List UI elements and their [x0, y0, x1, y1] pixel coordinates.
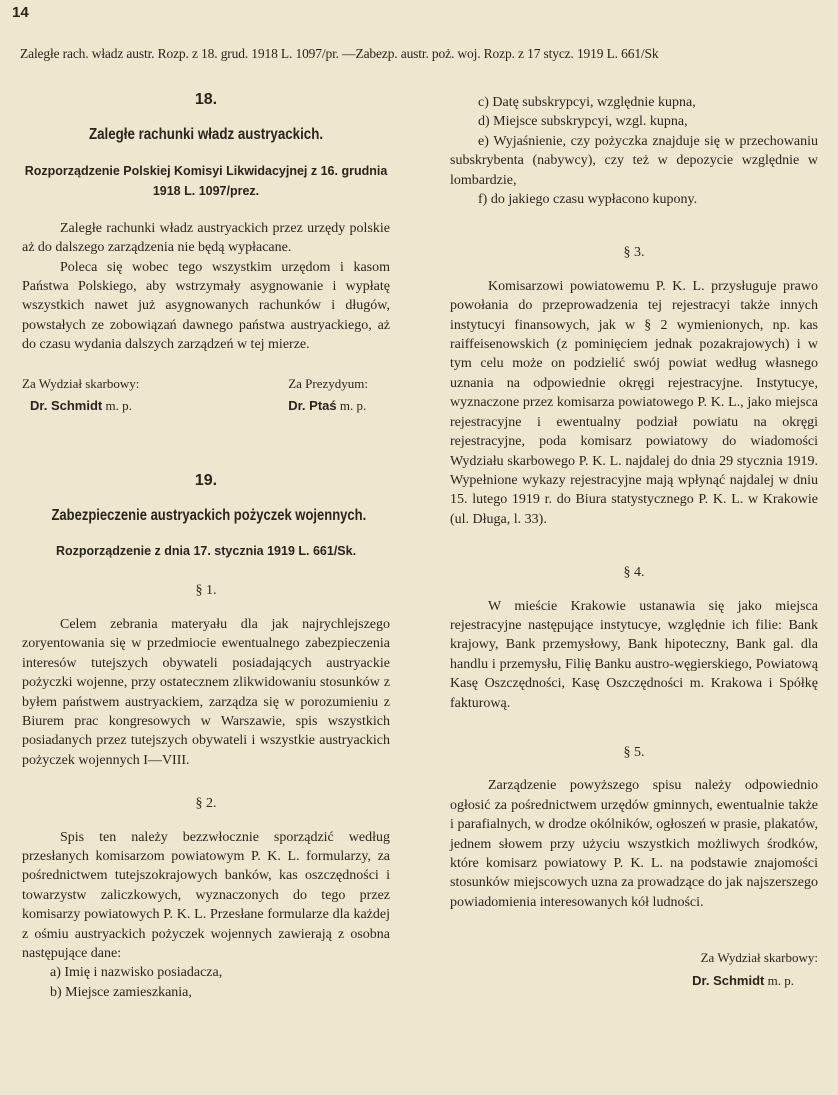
section-19-para-2-text: Spis ten należy bezzwłocznie sporządzić według przesłanych komisarzom powiatowym P. K. L. formularzy, za pośrednictwem tutejszokrajowych banków, kas oszczędności i towarzystw zaliczkowych, wyznaczonych do tego przez komisarzy powiatowych P. K. L. Przesłane formularze dla każdej z ośmiu austryackich pożyczek wojennych zawierają z osobna następujące dane:: [22, 829, 390, 961]
section-19-para-4-text: W mieście Krakowie ustanawia się jako miejsca rejestracyjne następujące instytucye, względnie ich filie: Bank krajowy, Bank przemysłowy, Bank hipoteczny, Bank gal. dla handlu i przemysłu, Filię Banku austro-węgierskiego, Powiatową Kasę Oszczędności, Kasę Oszczędności m. Krakowa i Spółkę fakturową.: [450, 598, 818, 711]
section-18-paragraph-1: Zaległe rachunki władz austryackich przez urzędy polskie aż do dalszego zarządzenia nie będą wypłacane.: [22, 220, 390, 256]
signature-left-office: Za Wydział skarbowy:: [22, 375, 140, 391]
data-list-right: [450, 93, 818, 132]
list-item-e: e) Wyjaśnienie, czy pożyczka znajduje się w przechowaniu subskrybenta (nabywcy), czy też w depozycie względnie w lombardzie,: [450, 133, 818, 188]
list-item-f: f) do jakiego czasu wypłacono kupony.: [478, 192, 698, 208]
section-19-number: 19.: [194, 471, 218, 489]
list-item-b: b) Miejsce zamieszkania,: [50, 984, 192, 1000]
signature-left-suffix: m. p.: [105, 397, 132, 413]
data-list-left: [22, 963, 390, 1002]
section-19-title: Zabezpieczenie austryackich pożyczek wojennych.: [51, 507, 367, 525]
data-list-right-tail: [450, 190, 818, 209]
running-head: Zaległe rach. władz austr. Rozp. z 18. grud. 1918 L. 1097/pr. —Zabezp. austr. poż. woj. Rozp. z 17 stycz. 1919 L. 661/Sk: [20, 46, 659, 61]
section-19-para-5-text: Zarządzenie powyższego spisu należy odpowiednio ogłosić za pośrednictwem urzędów gminnych, ewentualnie także i parafialnych, w drodze okólników, ogłoszeń w prasie, plakatów, jednem słowem przy użyciu wszystkich możliwych środków, które komisarz powiatowy P. K. L. na podstawie znajomości stosunków miejscowych uzna za prowadzące do jak najszerszego powiadomienia interesowanych kół ludności.: [450, 778, 818, 910]
section-18-number: 18.: [194, 91, 218, 108]
section-19-para-1-heading: § 1.: [195, 583, 217, 599]
left-column: [22, 90, 390, 1002]
section-19-para-4-heading: § 4.: [623, 565, 645, 581]
right-column: [450, 93, 818, 992]
page-number: 14: [12, 4, 29, 21]
section-19-para-1-text: Celem zebrania materyału dla jak najrychlejszego zoryentowania się w przedmiocie ewentualnego zabezpieczenia interesów tutejszych obywateli posiadających austryackie pożyczki wojenne, przy ostatecznem zlikwidowaniu stosunków z byłem państwem austryackiem, zarządza się w porozumieniu z Biurem prac kongresowych w Warszawie, spis wszystkich posiadanych przez tutejszych obywateli i wszystkie austryackich pożyczek wojennych I—VIII.: [22, 616, 390, 768]
signature-left: [22, 373, 139, 417]
section-19-signature: [450, 946, 818, 992]
signature-left-name: Dr. Schmidt: [30, 397, 103, 413]
signature-right: [288, 373, 390, 417]
signature-right-line: [288, 395, 368, 417]
section-18-signatures: [22, 373, 390, 417]
section-19-signature-suffix: m. p.: [767, 973, 794, 989]
section-19-ordinance: Rozporządzenie z dnia 17. stycznia 1919 L. 661/Sk.: [55, 544, 357, 559]
list-item-d: d) Miejsce subskrypcyi, wzgl. kupna,: [478, 114, 688, 130]
list-item-a: a) Imię i nazwisko posiadacza,: [50, 965, 223, 981]
section-18-ordinance: Rozporządzenie Polskiej Komisyi Likwidacyjnej z 16. grudnia 1918 L. 1097/prez.: [24, 163, 388, 198]
signature-left-line: [22, 395, 139, 417]
section-18-title: Zaległe rachunki władz austryackich.: [88, 126, 324, 144]
section-19-signature-office: Za Wydział skarbowy:: [700, 950, 818, 966]
section-19-para-5-heading: § 5.: [623, 744, 645, 760]
signature-right-name: Dr. Ptaś: [288, 397, 337, 413]
signature-right-office: Za Prezydyum:: [288, 375, 368, 391]
list-item-c: c) Datę subskrypcyi, względnie kupna,: [478, 95, 696, 110]
section-19-signature-name: Dr. Schmidt: [692, 973, 765, 989]
section-18-paragraph-2: Poleca się wobec tego wszystkim urzędom i kasom Państwa Polskiego, aby wstrzymały asygnowanie i wypłatę wszystkich nawet już asygnowanych rachunków i długów, powstałych ze zobowiązań dawnego państwa austryackiego, aż do czasu wydania dalszych zarządzeń w tej mierze.: [22, 259, 390, 353]
section-19-para-3-text: Komisarzowi powiatowemu P. K. L. przysługuje prawo powołania do przeprowadzenia tej rejestracyi także innych instytucyi finansowych, jak w § 2 wymienionych, np. kas raiffeisenowskich (z pominięciem jednak pozakrajowych) i w tym celu może on podzielić swój powiat według własnego uznania na odpowiednie okręgi rejestracyjne. Instytucye, wyznaczone przez komisarza powiatowego P. K. L., jako miejsca rejestracyjne i ewentualny podział powiatu na okręgi rejestracyjne, poda komisarz powiatowy do wiadomości Wydziału skarbowego P. K. L. najdalej do dnia 29 stycznia 1919. Wypełnione wykazy rejestracyjne mają wpłynąć najdalej w dniu 15. lutego 1919 r. do Biura statystycznego P. K. L. w Krakowie (ul. Długa, l. 33).: [450, 278, 818, 527]
signature-right-suffix: m. p.: [339, 397, 367, 413]
section-19-para-2-heading: § 2.: [195, 796, 217, 812]
section-19-para-3-heading: § 3.: [623, 245, 645, 261]
section-19-signature-line: [450, 969, 818, 992]
